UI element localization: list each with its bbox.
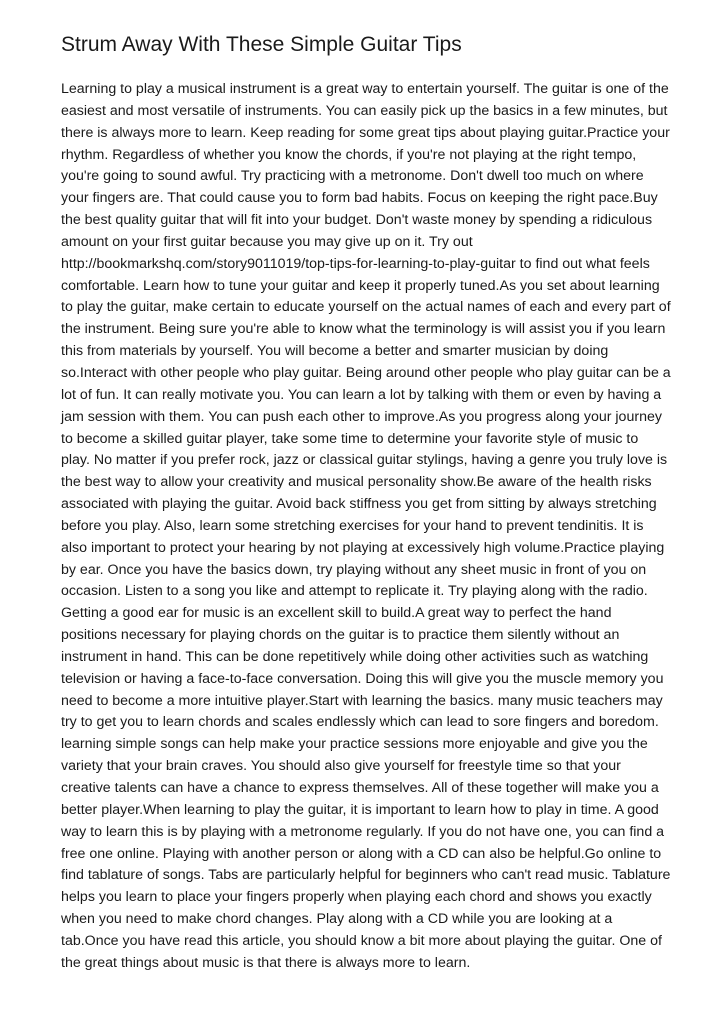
document-title: Strum Away With These Simple Guitar Tips	[61, 33, 462, 56]
document-body: Learning to play a musical instrument is a great way to entertain yourself. The guitar is one of the easiest and most versatile of instruments. You can easily pick up the basics in a few minutes, but there is always more to learn. Keep reading for some great tips about playing guitar.Practice your rhythm. Regardless of whether you know the chords, if you're not playing at the right tempo, you're going to sound awful. Try practicing with a metronome. Don't dwell too much on where your fingers are. That could cause you to form bad habits. Focus on keeping the right pace.Buy the best quality guitar that will fit into your budget. Don't waste money by spending a ridiculous amount on your first guitar because you may give up on it. Try out http://bookmarkshq.com/story9011019/top-tips-for-learning-to-play-guitar to find out what feels comfortable. Learn how to tune your guitar and keep it properly tuned.As you set about learning to play the guitar, make certain to educate yourself on the actual names of each and every part of the instrument. Being sure you're able to know what the terminology is will assist you if you learn this from materials by yourself. You will become a better and smarter musician by doing so.Interact with other people who play guitar. Being around other people who play guitar can be a lot of fun. It can really motivate you. You can learn a lot by talking with them or even by having a jam session with them. You can push each other to improve.As you progress along your journey to become a skilled guitar player, take some time to determine your favorite style of music to play. No matter if you prefer rock, jazz or classical guitar stylings, having a genre you truly love is the best way to allow your creativity and musical personality show.Be aware of the health risks associated with playing the guitar. Avoid back stiffness you get from sitting by always stretching before you play. Also, learn some stretching exercises for your hand to prevent tendinitis. It is also important to protect your hearing by not playing at excessively high volume.Practice playing by ear. Once you have the basics down, try playing without any sheet music in front of you on occasion. Listen to a song you like and attempt to replicate it. Try playing along with the radio. Getting a good ear for music is an excellent skill to build.A great way to perfect the hand positions necessary for playing chords on the guitar is to practice them silently without an instrument in hand. This can be done repetitively while doing other activities such as watching television or having a face-to-face conversation. Doing this will give you the muscle memory you need to become a more intuitive player.Start with learning the basics. many music teachers may try to get you to learn chords and scales endlessly which can lead to sore fingers and boredom. learning simple songs can help make your practice sessions more enjoyable and give you the variety that your brain craves. You should also give yourself for freestyle time so that your creative talents can have a chance to express themselves. All of these together will make you a better player.When learning to play the guitar, it is important to learn how to play in time. A good way to learn this is by playing with a metronome regularly. If you do not have one, you can find a free one online. Playing with another person or along with a CD can also be helpful.Go online to find tablature of songs. Tabs are particularly helpful for beginners who can't read music. Tablature helps you learn to place your fingers properly when playing each chord and shows you exactly when you need to make chord changes. Play along with a CD while you are looking at a tab.Once you have read this article, you should know a bit more about playing the guitar. One of the great things about music is that there is always more to learn.	[61, 81, 671, 971]
